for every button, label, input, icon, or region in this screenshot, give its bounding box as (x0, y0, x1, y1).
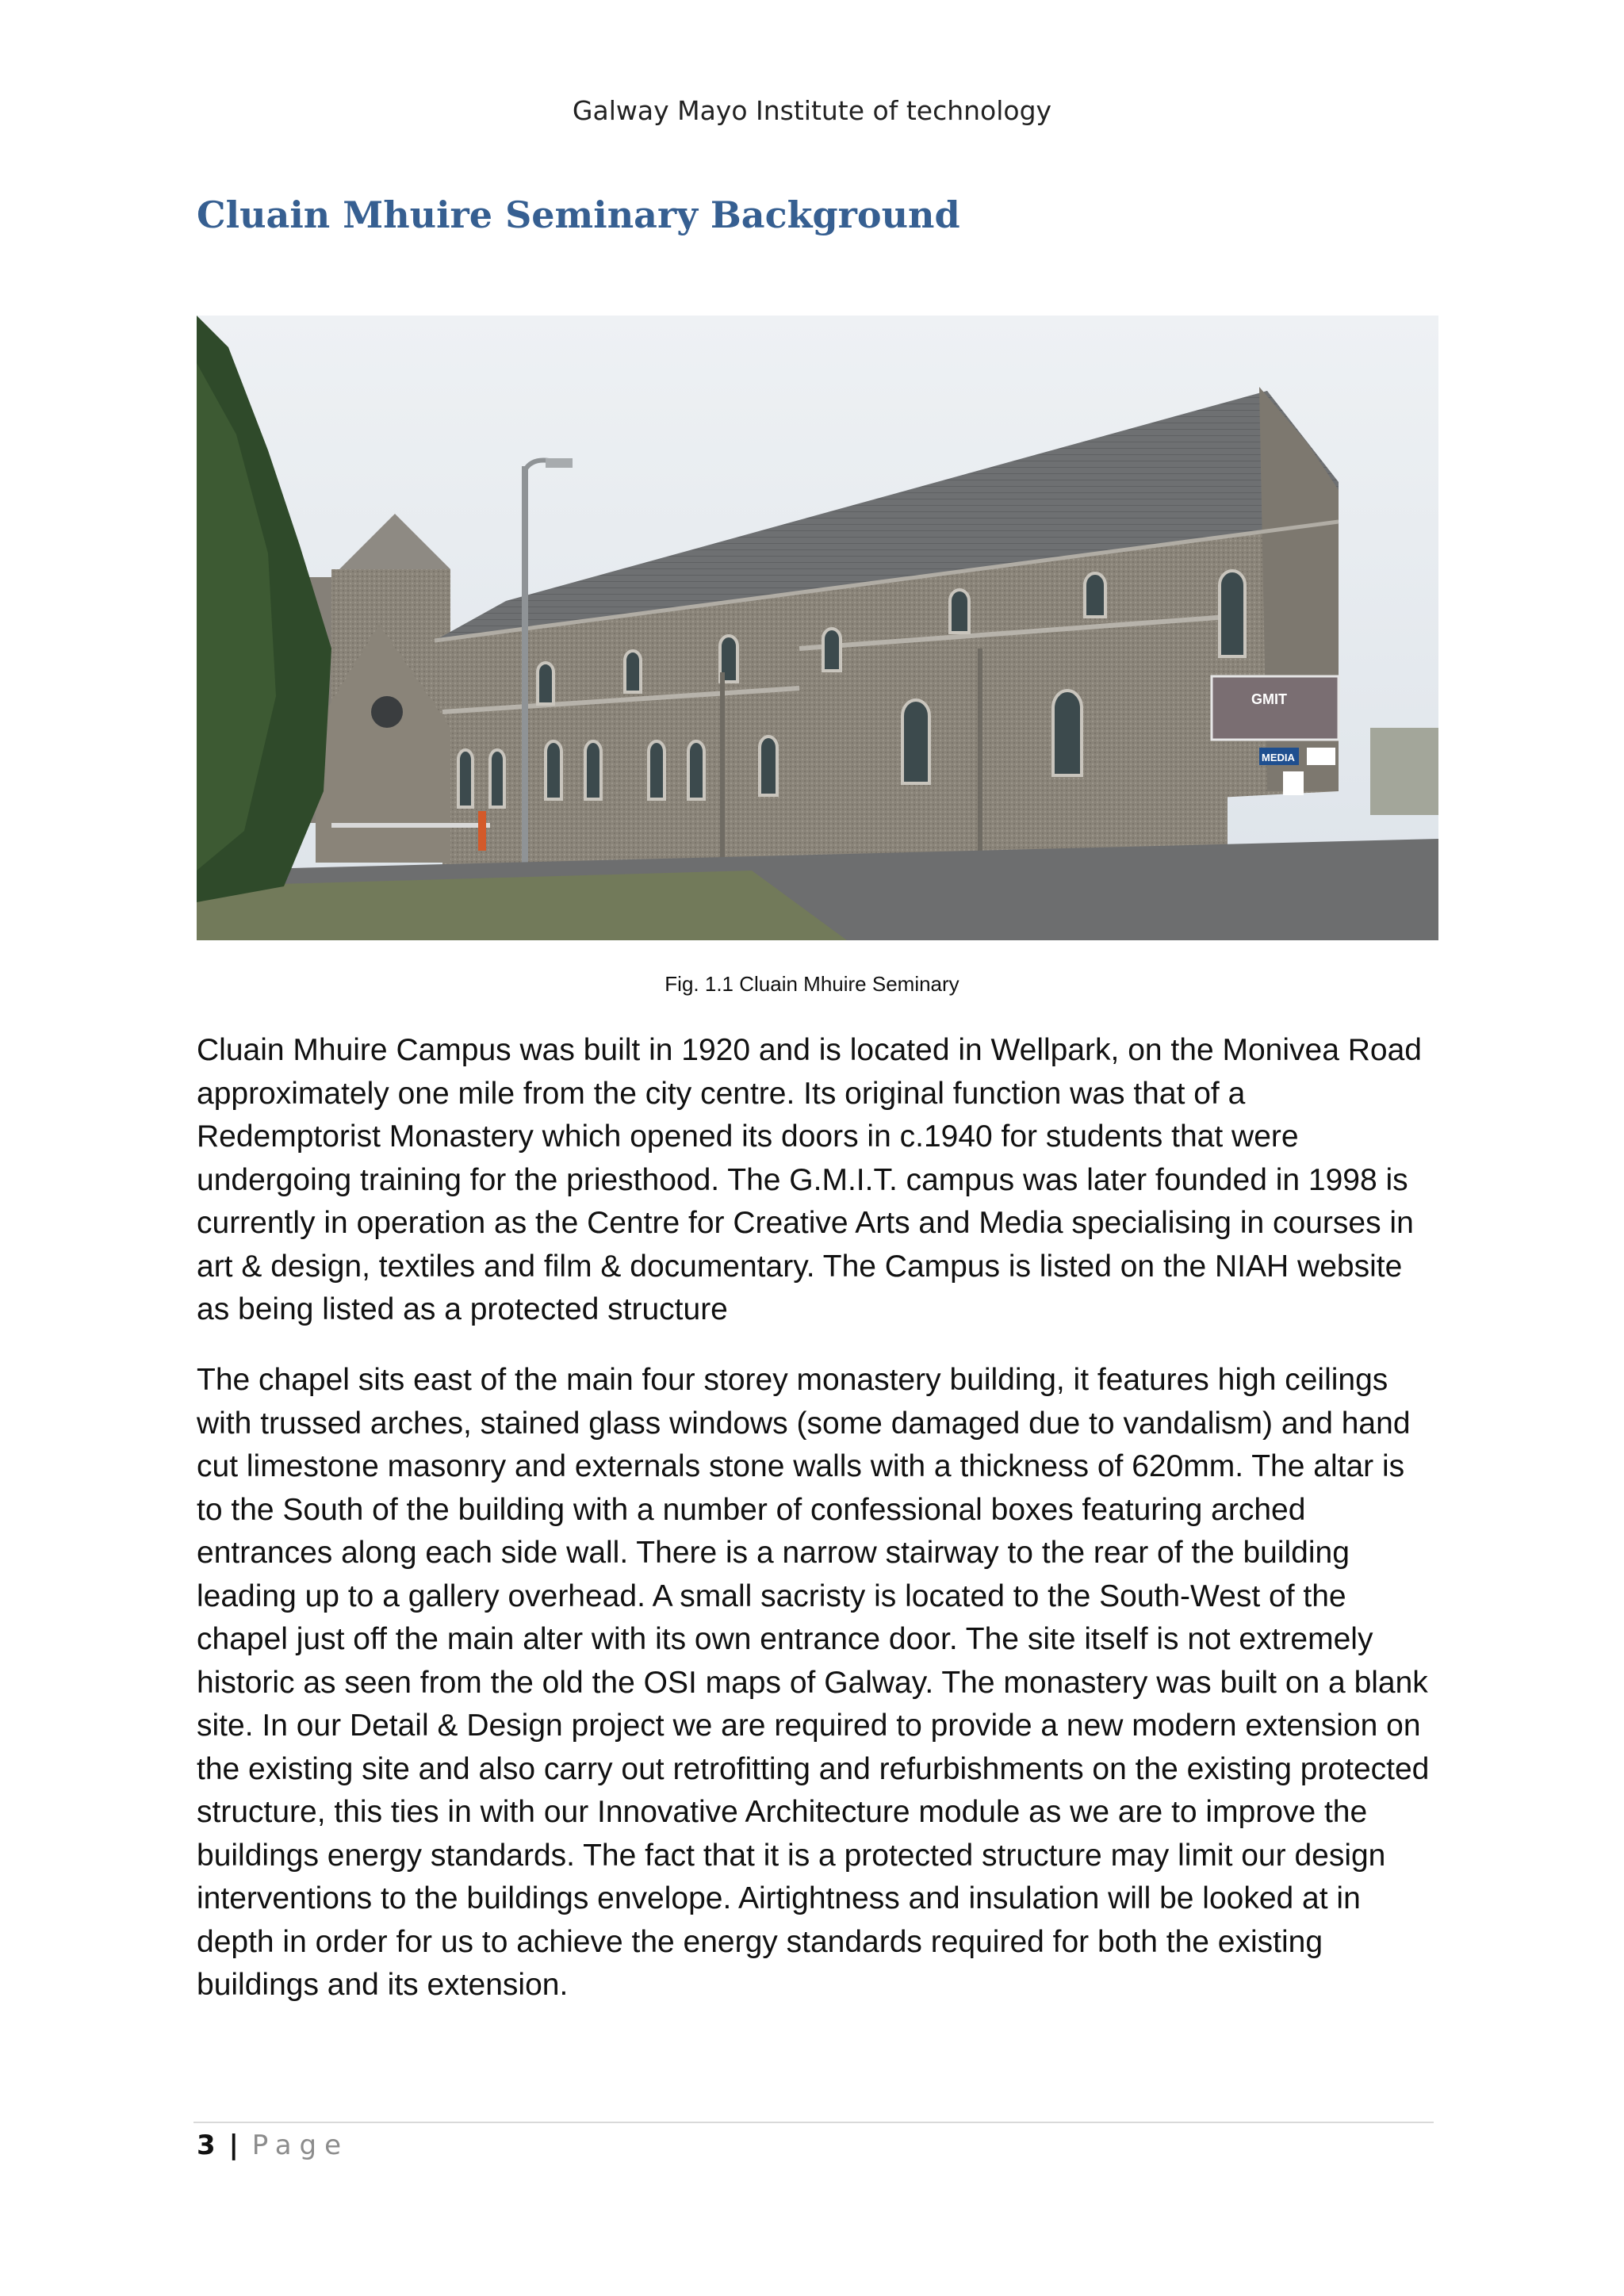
body-paragraph-2: The chapel sits east of the main four storey monastery building, it features high ceilings with trussed arches, stained glass windows (some damaged due to vandalism) and hand cut limestone masonry and externals stone walls with a thickness of 620mm. The altar is to the South of the building with a number of confessional boxes featuring arched entrances along each side wall. There is a narrow stairway to the rear of the building leading up to a gallery overhead. A small sacristy is located to the South-West of the chapel just off the main alter with its own entrance door. The site itself is not extremely historic as seen from the old the OSI maps of Galway. The monastery was built on a blank site. In our Detail & Design project we are required to provide a new modern extension on the existing site and also carry out retrofitting and refurbishments on the existing protected structure, this ties in with our Innovative Architecture module as we are to improve the buildings energy standards. The fact that it is a protected structure may limit our design interventions to the buildings envelope. Airtightness and insulation will be looked at in depth in order for us to achieve the energy standards required for both the existing buildings and its extension. (197, 1363, 1430, 2002)
page-label: Page (251, 2130, 350, 2161)
seminary-photo (197, 316, 1438, 940)
sign-media-text: MEDIA (1262, 752, 1295, 763)
page-header: Galway Mayo Institute of technology (572, 95, 1052, 126)
footer-separator: | (228, 2130, 239, 2161)
body-paragraph-1: Cluain Mhuire Campus was built in 1920 and is located in Wellpark, on the Monivea Road approximately one mile from the city centre. Its original function was that of a Redemptorist Monastery which opened its doors in c.1940 for students that were undergoing training for the priesthood. The G.M.I.T. campus was later founded in 1998 is currently in operation as the Centre for Creative Arts and Media specialising in courses in art & design, textiles and film & documentary. The Campus is listed on the NIAH website as being listed as a protected structure (197, 1033, 1422, 1326)
sign-gmit-text: GMIT (1251, 691, 1287, 707)
page-title: Cluain Mhuire Seminary Background (197, 193, 960, 236)
figure-caption: Fig. 1.1 Cluain Mhuire Seminary (665, 972, 959, 996)
page-number: 3 (197, 2130, 216, 2161)
footer-divider (193, 2122, 1434, 2123)
page-footer (197, 2130, 349, 2161)
